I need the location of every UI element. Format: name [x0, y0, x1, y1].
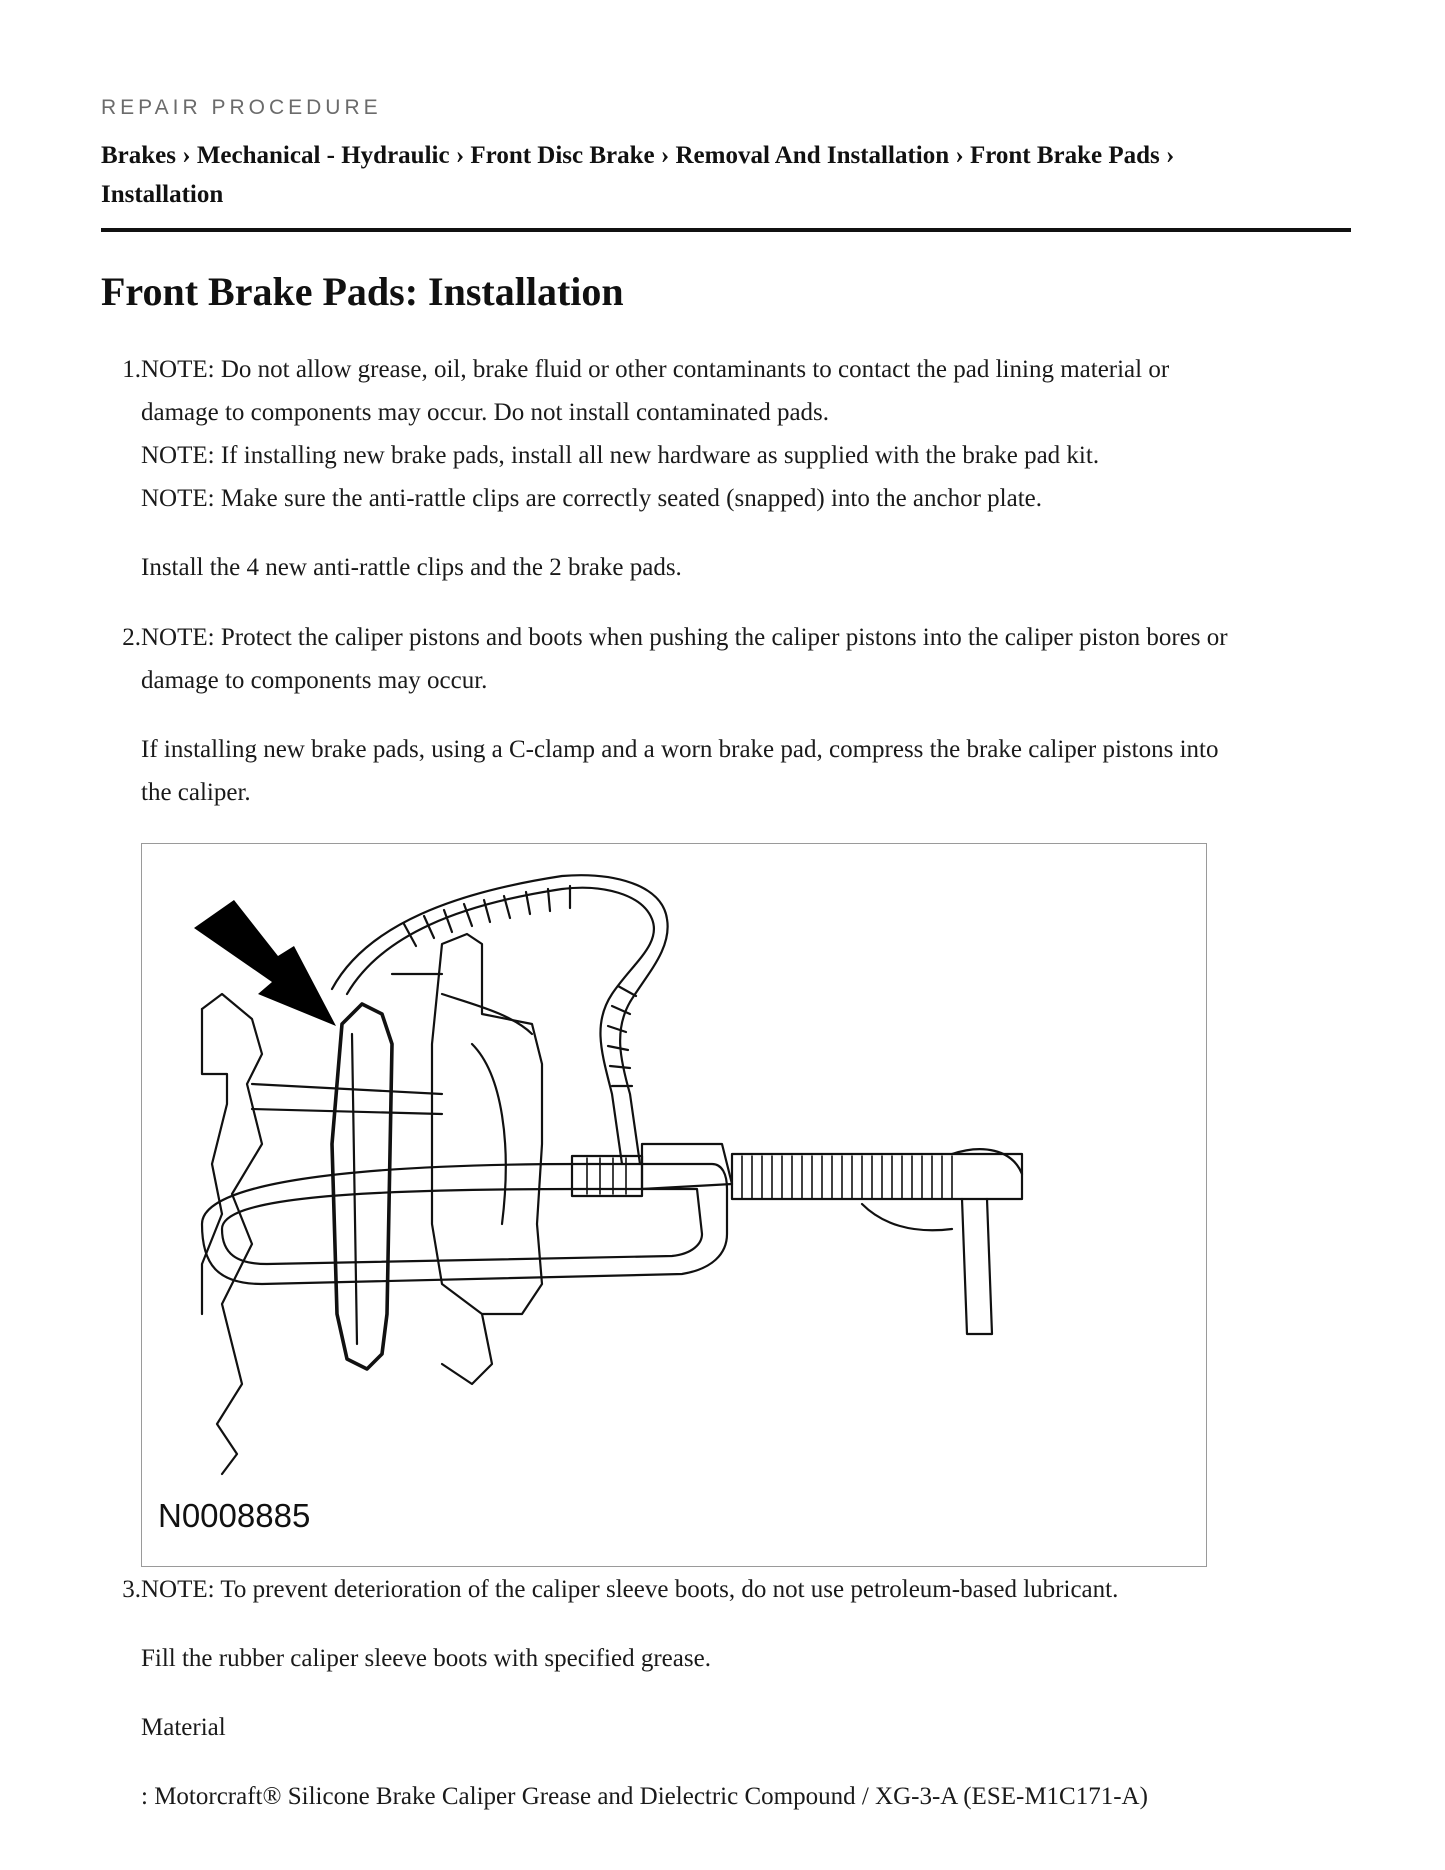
header-divider — [101, 228, 1351, 232]
clamp-screw — [732, 1154, 1022, 1199]
breadcrumb-line-1[interactable]: Brakes › Mechanical - Hydraulic › Front Disc Brake › Removal And Installation › Front Brake Pads › — [101, 142, 1175, 169]
c-clamp-frame — [202, 1164, 727, 1284]
section-kicker: REPAIR PROCEDURE — [101, 96, 382, 119]
illustration-caliper-c-clamp — [141, 843, 1207, 1567]
material-value: : Motorcraft® Silicone Brake Caliper Grease and Dielectric Compound / XG-3-A (ESE-M1C171-A) — [141, 1783, 1148, 1810]
brake-pad — [332, 1004, 392, 1369]
figure-id: N0008885 — [158, 1497, 311, 1534]
caliper-c-clamp-drawing — [142, 844, 1205, 1565]
step-number: 1. — [122, 356, 141, 383]
note-line: NOTE: Do not allow grease, oil, brake fluid or other contaminants to contact the pad lining material or — [141, 356, 1170, 383]
step-number: 3. — [122, 1576, 141, 1603]
step-number: 2. — [122, 624, 141, 651]
caliper-body — [432, 934, 542, 1314]
breadcrumb — [101, 136, 1351, 214]
page-title: Front Brake Pads: Installation — [101, 269, 624, 314]
step-instruction: Fill the rubber caliper sleeve boots with specified grease. — [141, 1645, 711, 1672]
note-line: NOTE: Protect the caliper pistons and boots when pushing the caliper pistons into the caliper piston bores or — [141, 624, 1228, 651]
note-line: NOTE: Make sure the anti-rattle clips are correctly seated (snapped) into the anchor plate. — [141, 485, 1043, 512]
note-line: damage to components may occur. Do not install contaminated pads. — [141, 399, 830, 426]
note-line: damage to components may occur. — [141, 667, 488, 694]
screw-threads — [742, 1156, 952, 1198]
step-instruction-line: If installing new brake pads, using a C-clamp and a worn brake pad, compress the brake caliper pistons into — [141, 736, 1219, 763]
step-instruction-line: the caliper. — [141, 779, 251, 806]
breadcrumb-line-2[interactable]: Installation — [101, 181, 224, 208]
step-note: NOTE: To prevent deterioration of the caliper sleeve boots, do not use petroleum-based lubricant. — [141, 1576, 1119, 1603]
arrow-pointer — [194, 900, 336, 1026]
note-line: NOTE: If installing new brake pads, install all new hardware as supplied with the brake pad kit. — [141, 442, 1100, 469]
knuckle-outline — [202, 994, 262, 1474]
step-instruction: Install the 4 new anti-rattle clips and the 2 brake pads. — [141, 554, 682, 581]
t-handle — [962, 1199, 992, 1334]
material-label: Material — [141, 1714, 226, 1741]
